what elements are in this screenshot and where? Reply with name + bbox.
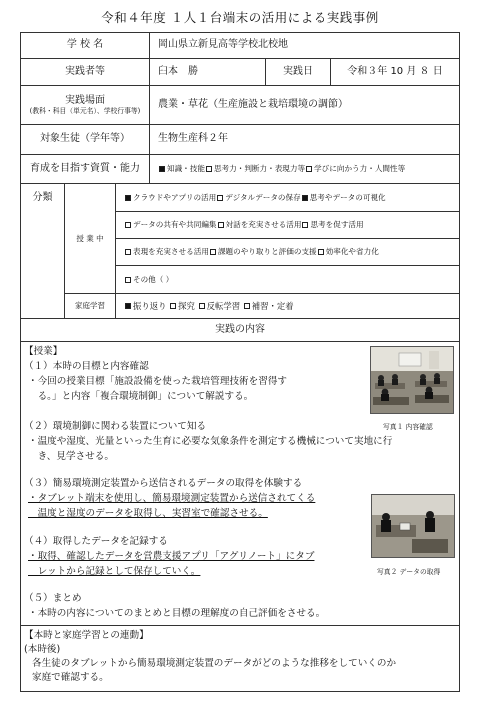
data-photo (371, 494, 455, 558)
s2-title: （２）環境制御に関わる装置について知る (24, 421, 207, 432)
home-option-4: 補習・定着 (251, 300, 294, 311)
school-value: 岡山県立新見高等学校北校地 (149, 32, 460, 59)
home-option-3: 反転学習 (206, 300, 241, 311)
class-option-2-1: データの共有や共同編集 (133, 220, 217, 230)
class-checkbox-3-3[interactable] (318, 249, 324, 255)
scene-sublabel: (教科・科目（単元名）、学校行事等) (29, 107, 141, 115)
s3-title: （３）簡易環境測定装置から送信されるデータの取得を体験する (24, 478, 303, 489)
content-header: 実践の内容 (20, 318, 460, 342)
in-class-label: 授 業 中 (64, 183, 116, 294)
photo2-caption: 写真２ データの取得 (377, 568, 441, 576)
target-value: 生物生産科２年 (149, 124, 460, 155)
class-row-3 (115, 238, 460, 266)
home-label: 家庭学習 (64, 293, 116, 319)
s1-line2: る。」と内容「複合環境制御」について解説する。 (28, 391, 254, 402)
ability-option-2: 思考力・判断力・表現力等 (213, 164, 306, 174)
class-option-3-3: 効率化や省力化 (325, 247, 379, 257)
scene-label: 実践場面 (65, 94, 105, 106)
class-row-4 (115, 265, 460, 294)
ability-checkbox-3[interactable] (306, 166, 312, 172)
abilities-options (149, 154, 460, 184)
scene-label-cell (20, 85, 150, 125)
ability-option-1: 知識・技能 (167, 164, 205, 174)
class-checkbox-2-2[interactable] (218, 222, 224, 228)
s5-line1: ・本時の内容についてのまとめと目標の理解度の自己評価をさせる。 (28, 608, 326, 619)
s1-title: （１）本時の目標と内容確認 (24, 361, 149, 372)
class-checkbox-2-1[interactable] (125, 222, 131, 228)
ability-option-3: 学びに向かう力・人間性等 (314, 164, 406, 174)
s3-line1: ・タブレット端末を使用し、簡易環境測定装置から送信されてくる (28, 493, 316, 504)
classroom-photo-image (371, 347, 453, 413)
class-option-1-2: デジタルデータの保存 (225, 192, 301, 202)
class-checkbox-3-2[interactable] (210, 249, 216, 255)
target-label: 対象生徒（学年等） (20, 124, 150, 155)
practitioner-label: 実践者等 (20, 58, 150, 86)
s4-title: （４）取得したデータを記録する (24, 536, 168, 547)
classification-label-cell (20, 183, 65, 319)
home-link-sub: (本時後) (24, 644, 61, 655)
home-option-2: 探究 (178, 300, 195, 311)
s2-line1: ・温度や湿度、光量といった生育に必要な気象条件を測定する機械について実地に行 (28, 436, 393, 447)
home-row (115, 293, 460, 319)
page-title: 令和４年度 １人１台端末の活用による実践事例 (101, 10, 379, 25)
class-option-1-3: 思考やデータの可視化 (309, 192, 386, 202)
class-checkbox-3-1[interactable] (125, 249, 131, 255)
s4-line2: レットから記録として保存していく。 (28, 566, 201, 577)
home-checkbox-4[interactable] (244, 303, 250, 309)
class-checkbox-1-1[interactable] (125, 195, 131, 201)
class-option-4-1: その他（ ） (133, 274, 174, 284)
home-link-line1: 各生徒のタブレットから簡易環境測定装置のデータがどのような推移をしていくのか (32, 658, 397, 669)
class-checkbox-1-2[interactable] (217, 195, 223, 201)
date-value: 令和３年 10 月 ８ 日 (330, 58, 460, 86)
class-row-1 (115, 183, 460, 212)
s4-line1: ・取得、確認したデータを営農支援アプリ「アグリノート」にタブ (28, 551, 315, 562)
school-label: 学 校 名 (20, 32, 150, 59)
practitioner-value: 臼本 勝 (149, 58, 266, 86)
classroom-photo (370, 346, 454, 414)
ability-checkbox-1[interactable] (159, 166, 165, 172)
scene-value: 農業・草花（生産施設と栽培環境の調節） (149, 85, 460, 125)
ability-checkbox-2[interactable] (206, 166, 212, 172)
home-link-line2: 家庭で確認する。 (32, 672, 109, 683)
s3-line2: 温度と湿度のデータを取得し、実習室で確認させる。 (28, 508, 268, 519)
photo1-caption: 写真１ 内容確認 (383, 423, 433, 431)
class-option-3-2: 課題のやり取りと評価の支援 (217, 247, 317, 257)
classification-label: 分類 (32, 192, 53, 203)
abilities-label: 育成を目指す資質・能力 (20, 154, 150, 184)
data-photo-image (372, 495, 454, 557)
class-checkbox-2-3[interactable] (302, 222, 308, 228)
home-link-heading: 【本時と家庭学習との連動】 (24, 630, 149, 641)
class-option-1-1: クラウドやアプリの活用 (133, 192, 217, 202)
date-label: 実践日 (265, 58, 331, 86)
class-option-3-1: 表現を充実させる活用 (133, 247, 209, 257)
s1-line1: ・今回の授業目標「施設設備を使った栽培管理技術を習得す (28, 376, 288, 387)
class-option-2-2: 対話を充実させる活用 (225, 220, 302, 230)
class-row-2 (115, 211, 460, 239)
home-checkbox-3[interactable] (199, 303, 205, 309)
class-option-2-3: 思考を促す活用 (310, 220, 364, 230)
home-checkbox-2[interactable] (170, 303, 176, 309)
s5-title: （５）まとめ (24, 593, 82, 604)
s2-line2: き、見学させる。 (28, 451, 114, 462)
class-checkbox-1-3[interactable] (302, 195, 308, 201)
lesson-heading: 【授業】 (24, 346, 63, 357)
home-option-1: 振り返り (133, 300, 167, 311)
home-checkbox-1[interactable] (125, 303, 131, 309)
class-checkbox-4-1[interactable] (125, 277, 131, 283)
